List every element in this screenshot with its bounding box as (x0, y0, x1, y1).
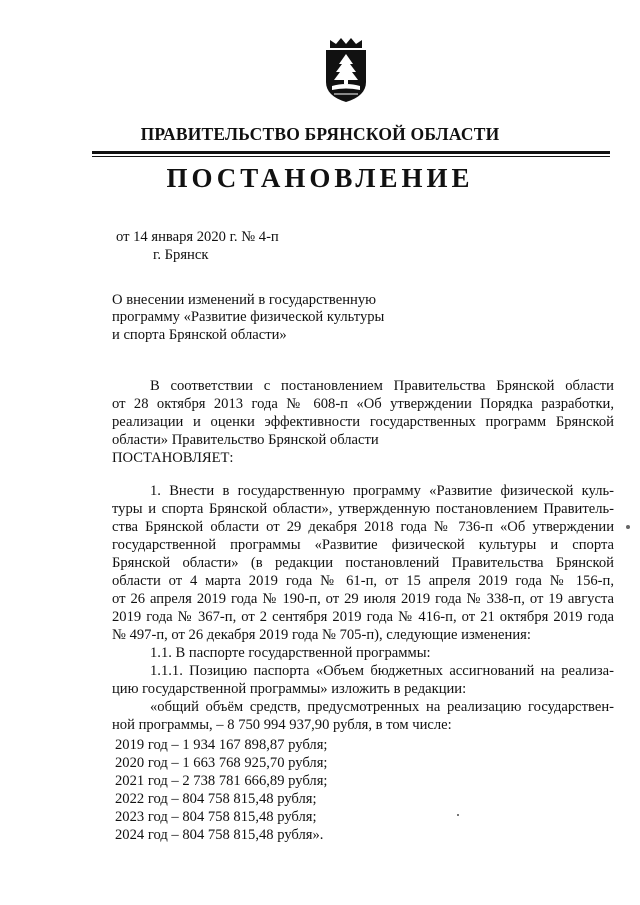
body-line-8: 2019 года № 367-п, от 2 сентября 2019 года № 416-п, от 21 октября 2019 года (112, 609, 614, 625)
body-line-13: «общий объём средств, предусмотренных на реализацию государствен- (150, 699, 614, 715)
preamble-line-1: В соответствии с постановлением Правительства Брянской области (150, 378, 614, 394)
body-line-12: цию государственной программы» изложить в редакции: (112, 681, 467, 697)
document-type-title: ПОСТАНОВЛЕНИЕ (166, 163, 474, 193)
budget-year-2023: 2023 год – 804 758 815,48 рубля; (115, 809, 317, 825)
coat-of-arms-icon (322, 38, 370, 104)
scan-speck (457, 814, 459, 816)
body-line-2: туры и спорта Брянской области», утвержденную постановлением Правитель- (112, 501, 614, 517)
body-line-6: области от 4 марта 2019 года № 61-п, от 15 апреля 2019 года № 156-п, (112, 573, 614, 589)
city-line: г. Брянск (153, 247, 209, 263)
preamble-line-2: от 28 октября 2013 года № 608-п «Об утверждении Порядка разработки, (112, 396, 614, 412)
government-title: ПРАВИТЕЛЬСТВО БРЯНСКОЙ ОБЛАСТИ (140, 124, 500, 144)
budget-year-2022: 2022 год – 804 758 815,48 рубля; (115, 791, 317, 807)
margin-mark (626, 525, 630, 529)
budget-year-2020: 2020 год – 1 663 768 925,70 рубля; (115, 755, 328, 771)
body-line-3: ства Брянской области от 29 декабря 2018 года № 736-п «Об утверждении (112, 519, 614, 535)
body-line-7: от 26 апреля 2019 года № 190-п, от 29 июля 2019 года № 338-п, от 19 августа (112, 591, 614, 607)
body-line-11: 1.1.1. Позицию паспорта «Объем бюджетных ассигнований на реализа- (150, 663, 614, 679)
date-number-line: от 14 января 2020 г. № 4-п (116, 229, 279, 245)
body-line-4: государственной программы «Развитие физической культуры и спорта (112, 537, 614, 553)
budget-year-2019: 2019 год – 1 934 167 898,87 рубля; (115, 737, 328, 753)
subject-line-2: программу «Развитие физической культуры (112, 309, 385, 325)
body-line-1: 1. Внести в государственную программу «Развитие физической куль- (150, 483, 614, 499)
body-line-9: № 497-п, от 26 декабря 2019 года № 705-п), следующие изменения: (112, 627, 531, 643)
budget-year-2021: 2021 год – 2 738 781 666,89 рубля; (115, 773, 328, 789)
header-rule-thin (92, 156, 610, 157)
subject-line-1: О внесении изменений в государственную (112, 292, 377, 308)
preamble-line-4: области» Правительство Брянской области (112, 432, 379, 448)
body-line-10: 1.1. В паспорте государственной программы: (150, 645, 431, 661)
preamble-line-3: реализации и оценки эффективности государственных программ Брянской (112, 414, 614, 430)
body-line-5: Брянской области» (в редакции постановлений Правительства Брянской (112, 555, 614, 571)
budget-year-2024: 2024 год – 804 758 815,48 рубля». (115, 827, 324, 843)
decree-word: ПОСТАНОВЛЯЕТ: (112, 450, 234, 466)
body-line-14: ной программы, – 8 750 994 937,90 рубля, в том числе: (112, 717, 452, 733)
subject-line-3: и спорта Брянской области» (112, 327, 287, 343)
header-rule-thick (92, 151, 610, 154)
